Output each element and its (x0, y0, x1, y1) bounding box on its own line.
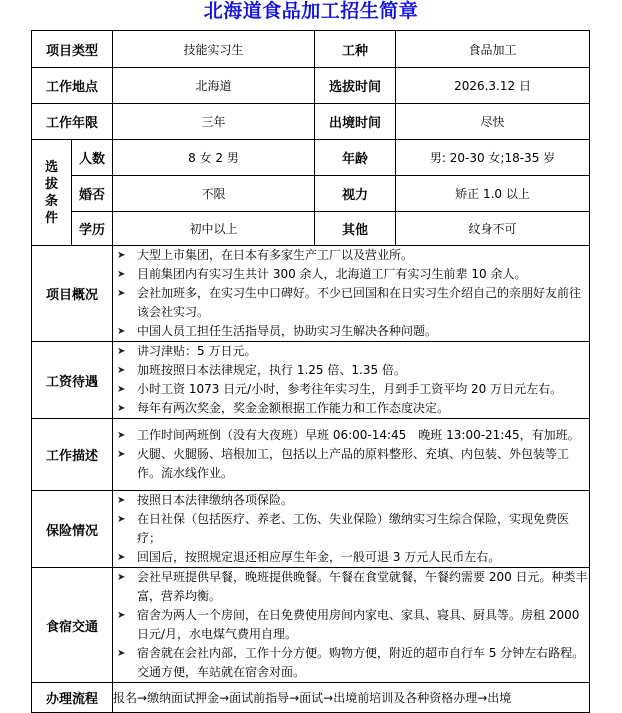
arrowhead-bullet-icon: ➤ (117, 449, 126, 460)
bullet-text: 按照日本法律缴纳各项保险。 (137, 493, 294, 507)
bullet-text: 每年有两次奖金，奖金金额根据工作能力和工作态度决定。 (137, 401, 450, 415)
label-char: 件 (44, 210, 58, 226)
bullet-item (113, 399, 589, 418)
field-label: 工作地点 (32, 68, 113, 104)
section-label: 工作描述 (32, 419, 113, 491)
field-value: 2026.3.12 日 (396, 68, 590, 104)
field-value: 男: 20-30 女;18-35 岁 (396, 140, 590, 176)
bullet-text: 讲习津贴：5 万日元。 (137, 344, 257, 358)
bullet-text: 在日社保（包括医疗、养老、工伤、失业保险）缴纳实习生综合保险，实现免费医疗； (137, 512, 570, 545)
table-row (32, 31, 590, 68)
arrowhead-bullet-icon: ➤ (117, 288, 126, 299)
bullet-text: 回国后，按照规定退还相应厚生年金，一般可退 3 万元人民币左右。 (137, 550, 501, 564)
field-label: 婚否 (72, 176, 113, 212)
table-row (32, 176, 590, 212)
bullet-item (113, 548, 589, 567)
field-label: 其他 (315, 212, 396, 246)
arrowhead-bullet-icon: ➤ (117, 552, 126, 563)
arrowhead-bullet-icon: ➤ (117, 495, 126, 506)
label-char: 选 (44, 159, 58, 175)
bullet-item (113, 265, 589, 284)
section-row-accommodation (32, 568, 590, 683)
bullet-item (113, 284, 589, 322)
field-value: 矫正 1.0 以上 (396, 176, 590, 212)
section-label: 办理流程 (32, 683, 113, 713)
field-label: 学历 (72, 212, 113, 246)
field-value: 尽快 (396, 104, 590, 140)
section-content (113, 342, 590, 419)
arrowhead-bullet-icon: ➤ (117, 326, 126, 337)
bullet-text: 小时工资 1073 日元/小时，参考往年实习生，月到手工资平均 20 万日元左右。 (137, 382, 563, 396)
field-label: 项目类型 (32, 31, 113, 68)
bullet-item (113, 644, 589, 682)
bullet-item (113, 246, 589, 265)
bullet-item (113, 426, 589, 445)
arrowhead-bullet-icon: ➤ (117, 384, 126, 395)
bullet-text: 加班按照日本法律规定，执行 1.25 倍、1.35 倍。 (137, 363, 406, 377)
field-label: 选拔时间 (315, 68, 396, 104)
section-label: 工资待遇 (32, 342, 113, 419)
bullet-item (113, 380, 589, 399)
bullet-item (113, 445, 589, 483)
selection-criteria-label (32, 140, 72, 246)
field-value: 不限 (113, 176, 315, 212)
field-label: 人数 (72, 140, 113, 176)
section-label: 项目概况 (32, 246, 113, 342)
bullet-text: 宿舍为两人一个房间，在日免费使用房间内家电、家具、寝具、厨具等。房租 2000 日元/月，水电煤气费用自理。 (137, 608, 580, 641)
recruitment-table (31, 30, 590, 713)
bullet-item (113, 322, 589, 341)
arrowhead-bullet-icon: ➤ (117, 610, 126, 621)
section-label: 食宿交通 (32, 568, 113, 683)
field-label: 工作年限 (32, 104, 113, 140)
arrowhead-bullet-icon: ➤ (117, 514, 126, 525)
bullet-item (113, 361, 589, 380)
field-label: 年龄 (315, 140, 396, 176)
table-row (32, 140, 590, 176)
section-content (113, 419, 590, 491)
field-label: 工种 (315, 31, 396, 68)
arrowhead-bullet-icon: ➤ (117, 346, 126, 357)
section-row-process (32, 683, 590, 713)
arrowhead-bullet-icon: ➤ (117, 250, 126, 261)
arrowhead-bullet-icon: ➤ (117, 430, 126, 441)
arrowhead-bullet-icon: ➤ (117, 403, 126, 414)
bullet-text: 会社加班多，在实习生中口碑好。不少已回国和在日实习生介绍自己的亲朋好友前往该会社实习。 (137, 286, 582, 319)
field-value: 初中以上 (113, 212, 315, 246)
label-char: 拔 (44, 176, 58, 192)
section-label: 保险情况 (32, 491, 113, 568)
field-value: 纹身不可 (396, 212, 590, 246)
table-row (32, 68, 590, 104)
label-char: 条 (44, 193, 58, 209)
table-row (32, 104, 590, 140)
field-value: 技能实习生 (113, 31, 315, 68)
arrowhead-bullet-icon: ➤ (117, 365, 126, 376)
section-row-salary (32, 342, 590, 419)
arrowhead-bullet-icon: ➤ (117, 269, 126, 280)
field-value: 三年 (113, 104, 315, 140)
bullet-item (113, 606, 589, 644)
process-flow: 报名→缴纳面试押金→面试前指导→面试→出境前培训及各种资格办理→出境 (113, 683, 590, 713)
field-label: 视力 (315, 176, 396, 212)
bullet-text: 工作时间两班倒（没有大夜班）早班 06:00-14:45 晚班 13:00-21:45，有加班。 (137, 428, 580, 442)
bullet-text: 会社早班提供早餐，晚班提供晚餐。午餐在食堂就餐，午餐约需要 200 日元。种类丰富，营养均衡。 (137, 570, 588, 603)
table-row (32, 212, 590, 246)
arrowhead-bullet-icon: ➤ (117, 572, 126, 583)
section-row-overview (32, 246, 590, 342)
bullet-text: 火腿、火腿肠、培根加工，包括以上产品的原料整形、充填、内包装、外包装等工作。流水线作业。 (137, 447, 570, 480)
section-content (113, 568, 590, 683)
bullet-item (113, 342, 589, 361)
field-label: 出境时间 (315, 104, 396, 140)
section-content (113, 491, 590, 568)
bullet-text: 宿舍就在会社内部，工作十分方便。购物方便，附近的超市自行车 5 分钟左右路程。交通方便，车站就在宿舍对面。 (137, 646, 585, 679)
section-content (113, 246, 590, 342)
field-value: 北海道 (113, 68, 315, 104)
bullet-item (113, 510, 589, 548)
section-row-insurance (32, 491, 590, 568)
bullet-item (113, 491, 589, 510)
bullet-text: 中国人员工担任生活指导员，协助实习生解决各种问题。 (137, 324, 438, 338)
bullet-text: 大型上市集团，在日本有多家生产工厂以及营业所。 (137, 248, 414, 262)
field-value: 8 女 2 男 (113, 140, 315, 176)
field-value: 食品加工 (396, 31, 590, 68)
bullet-item (113, 568, 589, 606)
page-title: 北海道食品加工招生简章 (203, 0, 419, 22)
bullet-text: 目前集团内有实习生共计 300 余人，北海道工厂有实习生前辈 10 余人。 (137, 267, 527, 281)
section-row-job-description (32, 419, 590, 491)
arrowhead-bullet-icon: ➤ (117, 648, 126, 659)
